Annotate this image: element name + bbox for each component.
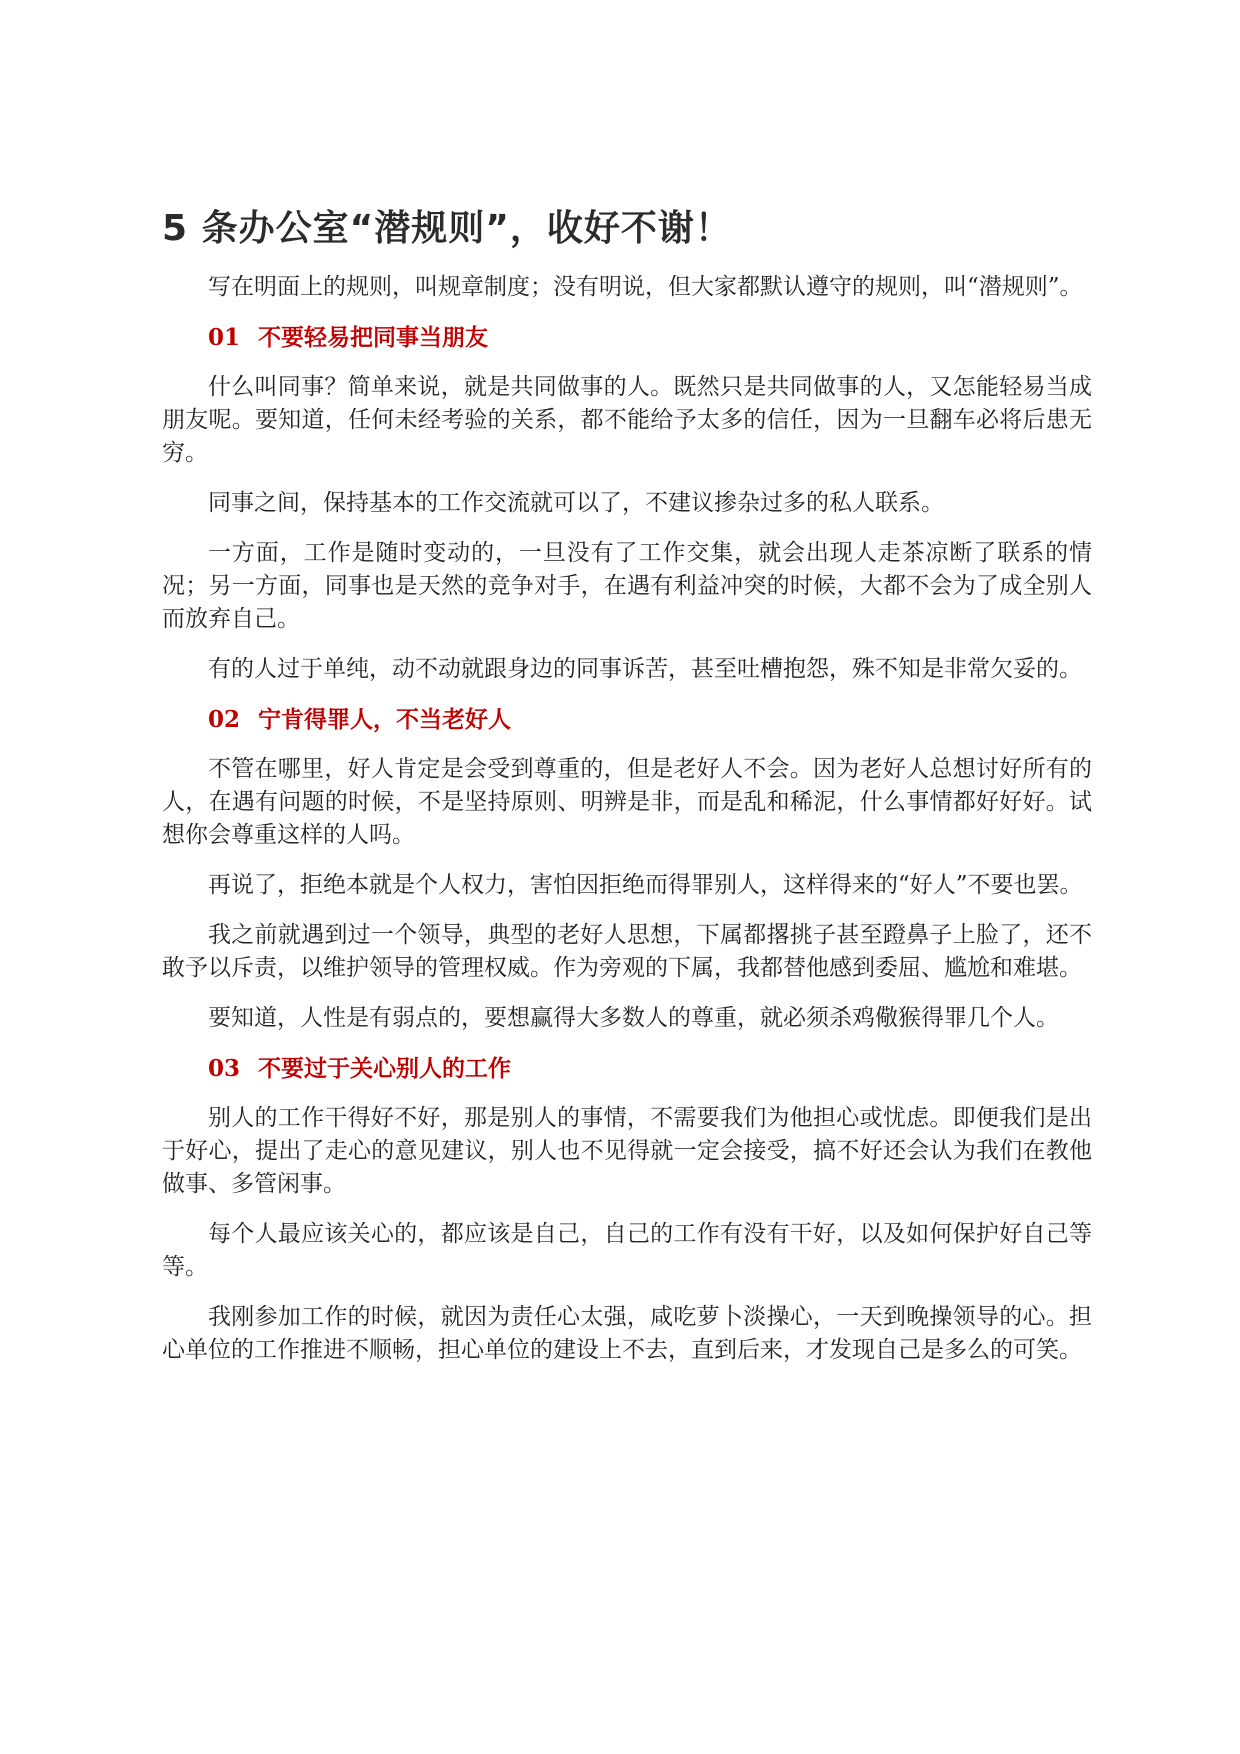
section-number: 02: [208, 706, 241, 733]
body-paragraph: 什么叫同事？简单来说，就是共同做事的人。既然只是共同做事的人，又怎能轻易当成朋友呢。要知道，任何未经考验的关系，都不能给予太多的信任，因为一旦翻车必将后患无穷。: [162, 374, 1092, 466]
section-heading-03: [162, 1052, 1092, 1085]
document-page: [162, 205, 1092, 1384]
section-title: 不要轻易把同事当朋友: [258, 324, 488, 351]
body-paragraph: 再说了，拒绝本就是个人权力，害怕因拒绝而得罪别人，这样得来的“好人”不要也罢。: [208, 872, 1083, 898]
body-paragraph: 我之前就遇到过一个领导，典型的老好人思想，下属都撂挑子甚至蹬鼻子上脸了，还不敢予以斥责，以维护领导的管理权威。作为旁观的下属，我都替他感到委屈、尴尬和难堪。: [162, 922, 1092, 981]
body-paragraph: 每个人最应该关心的，都应该是自己，自己的工作有没有干好，以及如何保护好自己等等。: [162, 1221, 1092, 1280]
section-number: 01: [208, 324, 241, 351]
section-title: 不要过于关心别人的工作: [258, 1055, 511, 1082]
document-title: 5 条办公室“潜规则”，收好不谢！: [162, 208, 732, 249]
section-heading-02: [162, 703, 1092, 736]
body-paragraph: 不管在哪里，好人肯定是会受到尊重的，但是老好人不会。因为老好人总想讨好所有的人，在遇有问题的时候，不是坚持原则、明辨是非，而是乱和稀泥，什么事情都好好好。试想你会尊重这样的人吗。: [162, 756, 1092, 848]
body-paragraph: 要知道，人性是有弱点的，要想赢得大多数人的尊重，就必须杀鸡儆猴得罪几个人。: [208, 1005, 1059, 1031]
body-paragraph: 我刚参加工作的时候，就因为责任心太强，咸吃萝卜淡操心，一天到晚操领导的心。担心单位的工作推进不顺畅，担心单位的建设上不去，直到后来，才发现自己是多么的可笑。: [162, 1304, 1092, 1363]
body-paragraph: 别人的工作干得好不好，那是别人的事情，不需要我们为他担心或忧虑。即便我们是出于好心，提出了走心的意见建议，别人也不见得就一定会接受，搞不好还会认为我们在教他做事、多管闲事。: [162, 1105, 1092, 1197]
section-heading-01: [162, 321, 1092, 354]
section-title: 宁肯得罪人，不当老好人: [258, 706, 511, 733]
body-paragraph: 一方面，工作是随时变动的，一旦没有了工作交集，就会出现人走茶凉断了联系的情况；另一方面，同事也是天然的竞争对手，在遇有利益冲突的时候，大都不会为了成全别人而放弃自己。: [162, 540, 1092, 632]
intro-paragraph: 写在明面上的规则，叫规章制度；没有明说，但大家都默认遵守的规则，叫“潜规则”。: [208, 274, 1083, 300]
body-paragraph: 有的人过于单纯，动不动就跟身边的同事诉苦，甚至吐槽抱怨，殊不知是非常欠妥的。: [208, 656, 1082, 682]
section-number: 03: [208, 1055, 241, 1082]
body-paragraph: 同事之间，保持基本的工作交流就可以了，不建议掺杂过多的私人联系。: [208, 490, 944, 516]
